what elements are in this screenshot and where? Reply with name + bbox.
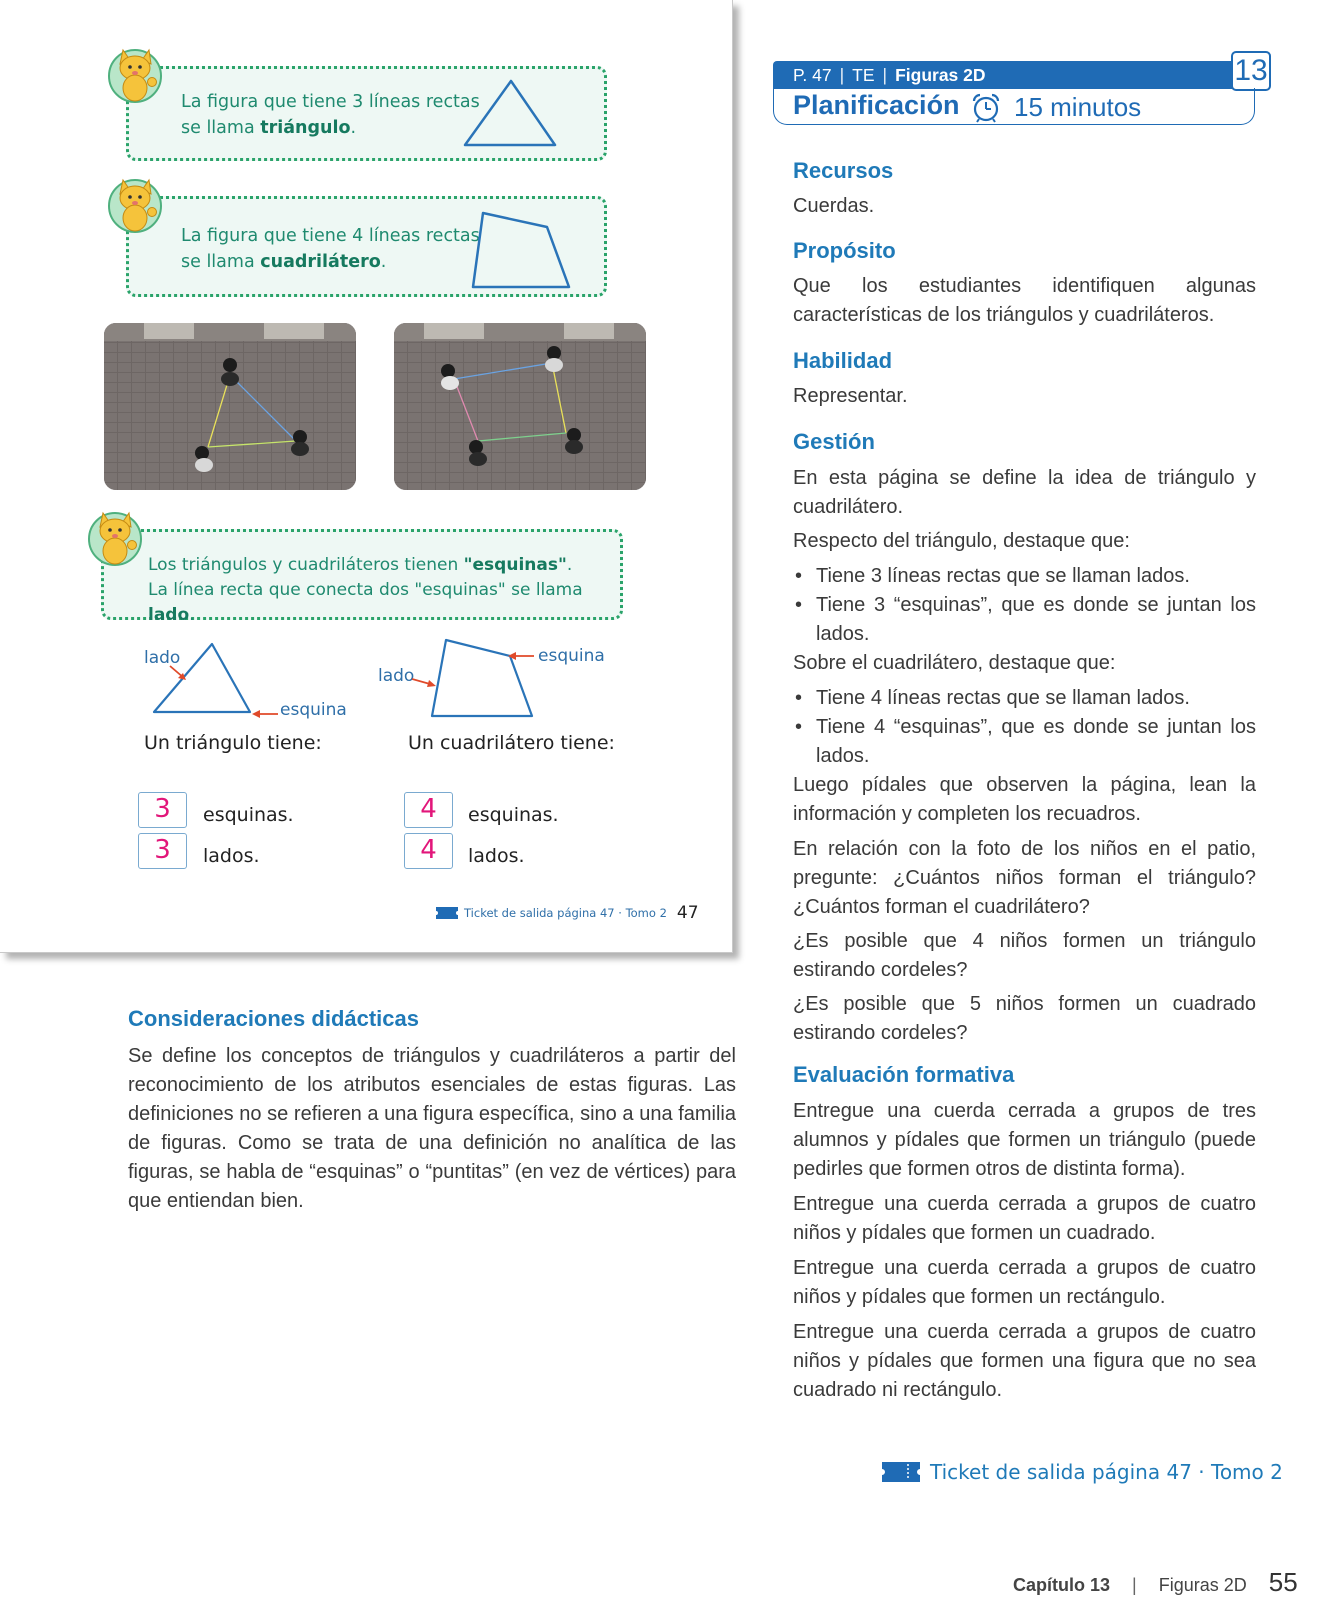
list-item	[793, 684, 1256, 713]
quad-term: cuadrilátero	[260, 252, 381, 272]
page-footer	[1013, 1567, 1298, 1598]
corners-note-line1-end: .	[566, 555, 573, 575]
photo-quadrilateral-scene	[394, 323, 646, 490]
quad-corners-answer[interactable]: 4	[404, 792, 453, 828]
quad-sides-answer[interactable]: 4	[404, 833, 453, 869]
side-term: lado	[148, 605, 190, 625]
section-title-recursos: Recursos	[793, 158, 894, 183]
bullet-dot: •	[795, 594, 803, 616]
arrow-icon	[168, 664, 188, 682]
gestion-paragraph: ¿Es posible que 4 niños formen un triángulo estirando cordeles?	[793, 930, 1256, 981]
photo-children-quadrilateral	[394, 323, 646, 490]
evaluacion-paragraph: Entregue una cuerda cerrada a grupos de cuatro niños y pídales que formen un cuadrado.	[793, 1193, 1256, 1244]
footer-topic: Figuras 2D	[1158, 1575, 1247, 1595]
triangle-corner-label: esquina	[280, 700, 347, 720]
triangle-corners-label: esquinas.	[203, 804, 294, 826]
arrow-icon	[412, 676, 436, 688]
photo-triangle-scene	[104, 323, 356, 490]
corners-note-text	[148, 553, 620, 628]
student-page	[0, 0, 733, 953]
ticket-icon	[436, 907, 458, 919]
triangle-definition-line1: La figura que tiene 3 líneas rectas	[181, 92, 480, 112]
habilidad-text: Representar.	[793, 385, 908, 407]
gestion-paragraph: En esta página se define la idea de triángulo y cuadrilátero.	[793, 467, 1256, 518]
section-title-habilidad: Habilidad	[793, 348, 893, 373]
planning-duration: 15 minutos	[1014, 92, 1142, 122]
cat-mascot-icon	[88, 507, 142, 567]
triangle-definition-line2	[181, 115, 480, 141]
planning-title: Planificación	[793, 90, 960, 120]
triangle-term: triángulo	[260, 118, 351, 138]
header-page-ref: P. 47	[793, 65, 832, 85]
triangle-corners-answer[interactable]: 3	[138, 792, 187, 828]
corners-note-line2-text: La línea recta que conecta dos "esquinas" se llama	[148, 580, 583, 600]
exit-ticket-small-text: Ticket de salida página 47 · Tomo 2	[464, 906, 667, 920]
corners-term: "esquinas"	[463, 555, 567, 575]
quad-definition-end: .	[380, 252, 387, 272]
evaluacion-paragraph: Entregue una cuerda cerrada a grupos de tres alumnos y pídales que formen un triángulo (puede pedirles que formen otros de distinta forma).	[793, 1100, 1256, 1180]
exit-ticket-text: Ticket de salida página 47 · Tomo 2	[930, 1460, 1283, 1484]
gestion-paragraph: Sobre el cuadrilátero, destaque que:	[793, 652, 1116, 674]
exit-ticket[interactable]	[882, 1460, 1283, 1484]
bullet-dot: •	[795, 687, 803, 709]
triangle-definition-end: .	[350, 118, 357, 138]
quad-bullet-text: Tiene 4 “esquinas”, que es donde se juntan los lados.	[816, 716, 1256, 767]
quad-definition-prefix: se llama	[181, 252, 261, 272]
footer-separator: |	[1132, 1575, 1137, 1595]
header-bar	[773, 61, 1237, 89]
quadrilateral-shape-icon	[469, 207, 573, 291]
footer-chapter: Capítulo 13	[1013, 1575, 1111, 1595]
header-edition: TE	[852, 65, 875, 85]
quad-definition-line2	[181, 249, 480, 275]
quad-has-title: Un cuadrilátero tiene:	[408, 732, 615, 754]
gestion-paragraph: ¿Es posible que 5 niños formen un cuadrado estirando cordeles?	[793, 993, 1256, 1044]
list-item	[793, 591, 1256, 649]
triangle-bullet-text: Tiene 3 líneas rectas que se llaman lados.	[816, 565, 1190, 587]
triangle-definition-text	[181, 89, 480, 141]
section-title-gestion: Gestión	[793, 429, 875, 454]
photo-children-triangle	[104, 323, 356, 490]
triangle-shape-icon	[461, 77, 561, 149]
header-separator: |	[839, 65, 845, 85]
arrow-icon	[252, 708, 278, 720]
gestion-paragraph: En relación con la foto de los niños en el patio, pregunte: ¿Cuántos niños forman el triángulo? ¿Cuántos forman el cuadrilátero?	[793, 838, 1256, 918]
corners-note-line2-end: .	[189, 605, 195, 625]
gestion-paragraph: Luego pídales que observen la página, lean la información y completen los recuadros.	[793, 774, 1256, 825]
gestion-paragraph: Respecto del triángulo, destaque que:	[793, 530, 1130, 552]
evaluacion-paragraph: Entregue una cuerda cerrada a grupos de cuatro niños y pídales que formen un rectángulo.	[793, 1257, 1256, 1308]
triangle-definition-box	[126, 66, 607, 161]
student-page-number: 47	[676, 903, 699, 923]
cat-mascot-icon	[108, 174, 162, 234]
quad-definition-text	[181, 223, 480, 275]
considerations-title: Consideraciones didácticas	[128, 1006, 419, 1031]
quad-sides-label: lados.	[468, 845, 525, 867]
quad-corner-label: esquina	[538, 646, 605, 666]
quad-definition-box	[126, 196, 607, 297]
quad-corners-label: esquinas.	[468, 804, 559, 826]
header-topic: Figuras 2D	[895, 65, 986, 85]
bullet-dot: •	[795, 565, 803, 587]
evaluacion-paragraph: Entregue una cuerda cerrada a grupos de cuatro niños y pídales que formen una figura que no sea cuadrado ni rectángulo.	[793, 1321, 1256, 1401]
corners-note-box	[101, 529, 623, 625]
triangle-side-label: lado	[144, 648, 181, 668]
list-item	[793, 713, 1256, 771]
arrow-icon	[508, 650, 534, 662]
page-number: 55	[1268, 1567, 1298, 1597]
cat-mascot-icon	[108, 44, 162, 104]
alarm-clock-icon	[970, 92, 1002, 124]
triangle-sides-answer[interactable]: 3	[138, 833, 187, 869]
header-separator: |	[882, 65, 888, 85]
considerations-text: Se define los conceptos de triángulos y cuadriláteros a partir del reconocimiento de los atributos esenciales de estas figuras. Las definiciones no se refieren a una figura específica, sino a una familia de figuras. Como se trata de una definición no analítica de las figuras, se habla de “esquinas” o “puntitas” (en vez de vértices) para que entiendan bien.	[128, 1045, 736, 1212]
proposito-text: Que los estudiantes identifiquen algunas características de los triángulos y cuadriláteros.	[793, 275, 1256, 326]
triangle-definition-prefix: se llama	[181, 118, 261, 138]
corners-note-line1-text: Los triángulos y cuadriláteros tienen	[148, 555, 464, 575]
quad-side-label: lado	[378, 666, 415, 686]
corners-note-line1	[148, 553, 620, 578]
recursos-text: Cuerdas.	[793, 195, 875, 217]
corners-note-line2	[148, 578, 620, 628]
quad-bullet-text: Tiene 4 líneas rectas que se llaman lados.	[816, 687, 1190, 709]
quad-definition-line1: La figura que tiene 4 líneas rectas	[181, 226, 480, 246]
bullet-dot: •	[795, 716, 803, 738]
section-title-proposito: Propósito	[793, 238, 896, 263]
section-title-evaluacion: Evaluación formativa	[793, 1062, 1015, 1087]
ticket-icon	[882, 1462, 920, 1482]
triangle-has-title: Un triángulo tiene:	[144, 732, 322, 754]
list-item	[793, 562, 1256, 591]
triangle-sides-label: lados.	[203, 845, 260, 867]
triangle-bullet-text: Tiene 3 “esquinas”, que es donde se juntan los lados.	[816, 594, 1256, 645]
chapter-number-badge: 13	[1231, 51, 1271, 91]
exit-ticket-small[interactable]	[436, 903, 699, 923]
labeled-quadrilateral-diagram	[428, 636, 538, 720]
